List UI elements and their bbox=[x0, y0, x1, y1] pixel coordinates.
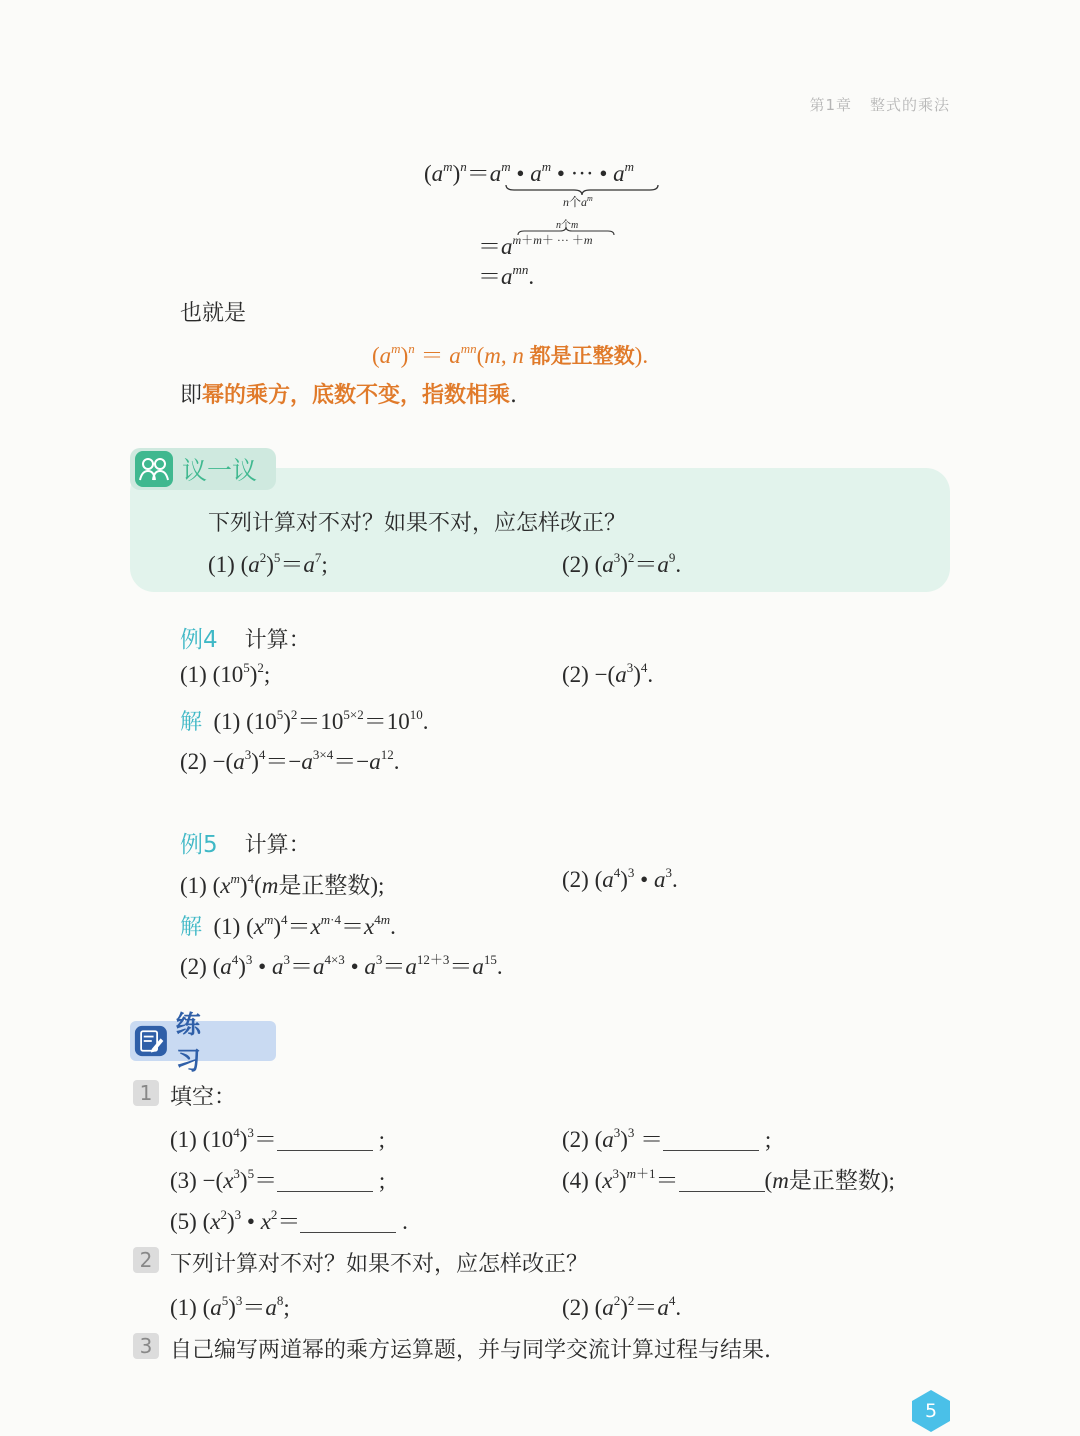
practice-1-item-1: (1) $(10^4)^3=$ ; bbox=[170, 1125, 386, 1152]
answer-blank[interactable] bbox=[277, 1171, 373, 1192]
practice-1-item-4: (4) $(x^3)^{m+1}= (m$是正整数); bbox=[562, 1166, 895, 1193]
example-4-q2: $(2) -(a^3)^4$. bbox=[562, 660, 654, 687]
practice-2-title: 下列计算对不对？如果不对，应怎样改正？ bbox=[170, 1252, 589, 1277]
example-4-q1: (1) $(10^5)^2$; bbox=[180, 660, 271, 687]
rule-text: 幂的乘方，底数不变，指数相乘 bbox=[202, 383, 511, 408]
practice-1-item-5: (5) $(x^2)^3$ • $x^2=$ . bbox=[170, 1207, 408, 1234]
example-5-s2: (2) $(a^4)^3$ • $a^3=a^{4\times 3}$ • $a^3=a^{12+3}=a^{15}$. bbox=[180, 952, 503, 979]
power-rule-formula: $(a^m)^n = a^{mn}(m$, n 都是正整数). bbox=[372, 341, 649, 368]
example-5-title: 计算： bbox=[244, 833, 311, 858]
example-5-q1: (1) $(x^m)^4(m$是正整数); bbox=[180, 871, 385, 898]
rule-prefix: 即 bbox=[180, 383, 203, 408]
example-4-s2: $(2) -(a^3)^4=-a^{3\times 4}=-a^{12}$. bbox=[180, 747, 400, 774]
power-rule-statement bbox=[180, 378, 517, 409]
example-5-heading bbox=[180, 826, 311, 859]
people-icon bbox=[134, 450, 174, 488]
example-5-solution-label: 解 bbox=[180, 915, 203, 940]
practice-tag bbox=[130, 1010, 276, 1075]
practice-3-number: 3 bbox=[133, 1333, 159, 1359]
practice-1-title: 填空： bbox=[170, 1085, 237, 1110]
example-4-s1: 解 (1) $(10^5)^2=10^{5\times 2}=10^{10}$. bbox=[180, 707, 429, 735]
example-4-label: 例4 bbox=[180, 627, 218, 653]
example-4-heading bbox=[180, 621, 311, 654]
practice-3-title: 自己编写两道幂的乘方运算题，并与同学交流计算过程与结果. bbox=[170, 1338, 771, 1363]
discuss-label: 议一议 bbox=[182, 456, 258, 485]
discuss-item-1: (1) $(a^2)^5=a^7$; bbox=[208, 550, 328, 577]
practice-1-number: 1 bbox=[133, 1080, 159, 1106]
discuss-tag bbox=[130, 448, 276, 490]
answer-blank[interactable] bbox=[663, 1130, 759, 1151]
practice-1-item-3: $(3) -(x^3)^5=$ ; bbox=[170, 1166, 386, 1193]
example-4-solution-label: 解 bbox=[180, 710, 203, 735]
practice-1-item-2: (2) $(a^3)^3$ ＝ ; bbox=[562, 1125, 772, 1152]
practice-2-number: 2 bbox=[133, 1247, 159, 1273]
practice-label: 练 习 bbox=[175, 1010, 219, 1075]
derivation-line-3: $=a^{mn}$. bbox=[478, 262, 535, 289]
answer-blank[interactable] bbox=[277, 1130, 373, 1151]
chapter-number: 第1章 bbox=[809, 96, 852, 114]
practice-2-item-1: (1) $(a^5)^3=a^8$; bbox=[170, 1293, 290, 1320]
derivation-line-1: $(a^m)^n=a^m$ • $a^m$ • ··· • $a^m$ bbox=[424, 159, 635, 186]
answer-blank[interactable] bbox=[300, 1212, 396, 1233]
discuss-item-2: (2) $(a^3)^2=a^9$. bbox=[562, 550, 682, 577]
overbrace-label: n个m bbox=[556, 220, 579, 231]
example-4-title: 计算： bbox=[244, 628, 311, 653]
example-5-label: 例5 bbox=[180, 832, 218, 858]
answer-blank[interactable] bbox=[679, 1171, 765, 1192]
example-5-q2: (2) $(a^4)^3$ • $a^3$. bbox=[562, 865, 678, 892]
discuss-question: 下列计算对不对？如果不对，应怎样改正？ bbox=[208, 511, 627, 536]
underbrace-label: n个$a^m$ bbox=[563, 194, 593, 209]
running-header bbox=[791, 94, 950, 115]
derivation-line-2: $=a^{m+m+ \cdot\cdot\cdot +m}$ bbox=[478, 233, 593, 259]
chapter-title: 整式的乘法 bbox=[869, 96, 950, 114]
page-number-badge bbox=[908, 1388, 954, 1434]
practice-2-item-2: (2) $(a^2)^2=a^4$. bbox=[562, 1293, 682, 1320]
example-5-s1: 解 (1) $(x^m)^4=x^{m\cdot 4}=x^{4m}$. bbox=[180, 912, 396, 940]
rule-suffix: . bbox=[510, 383, 518, 408]
that-is-text: 也就是 bbox=[180, 301, 247, 326]
pencil-note-icon bbox=[134, 1023, 168, 1059]
page-number: 5 bbox=[924, 1400, 938, 1422]
